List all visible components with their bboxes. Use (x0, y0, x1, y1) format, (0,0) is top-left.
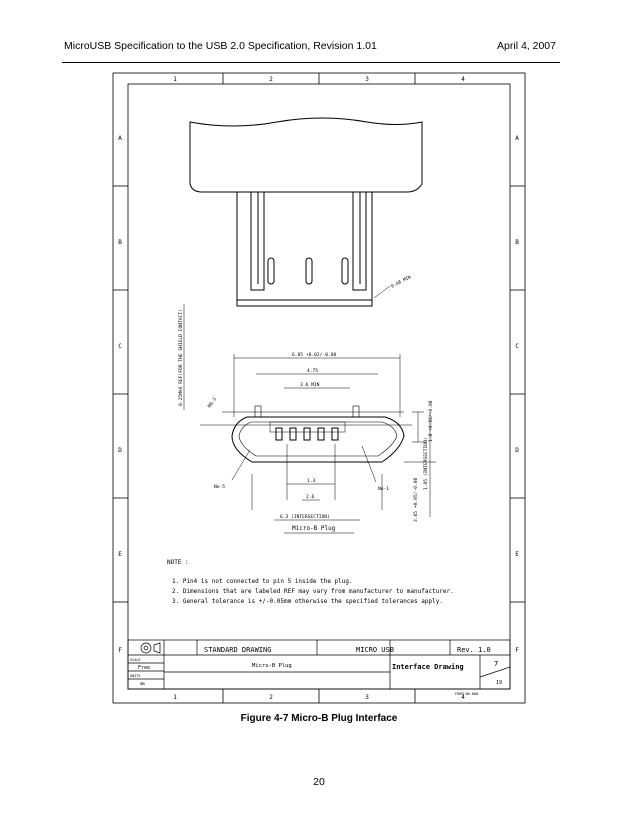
note-1: 1. Pin4 is not connected to pin 5 inside the plug. (172, 578, 353, 585)
dim-right1: 1.8 +0.02/-0.08 (429, 400, 434, 442)
dim-475: 4.75 (307, 369, 319, 374)
tb-sheet-num: 7 (494, 660, 499, 668)
dim-bottom: 6.3 (INTERSECTION) (280, 515, 330, 520)
grid-row-c: C (118, 343, 122, 350)
label-no5: No-5 (214, 485, 226, 490)
grid-col-1: 1 (173, 76, 177, 83)
header-date: April 4, 2007 (497, 40, 556, 52)
grid-row-d-right: D (515, 447, 519, 454)
grid-col-1-bottom: 1 (173, 694, 177, 701)
plug-side-view (190, 118, 422, 306)
tb-sheet-total: 19 (496, 680, 503, 686)
grid-row-d: D (118, 447, 122, 454)
notes (167, 559, 454, 605)
grid-row-c-right: C (515, 343, 519, 350)
tb-scale-value: Free (138, 665, 151, 671)
dim-r: R0.3 (207, 397, 218, 410)
dim-top: 6.85 +0.02/-0.08 (292, 353, 337, 358)
grid-row-a-right: A (515, 135, 519, 142)
grid-row-b: B (118, 239, 122, 246)
tb-standard: STANDARD DRAWING (204, 646, 272, 654)
tb-units-label: UNITS (130, 674, 141, 678)
header-rule (62, 62, 560, 63)
grid-row-b-right: B (515, 239, 519, 246)
grid-col-4: 4 (461, 76, 465, 83)
header-title: MicroUSB Specification to the USB 2.0 Specification, Revision 1.01 (64, 40, 377, 52)
grid-row-f-right: F (515, 647, 519, 654)
notes-title: NOTE : (167, 559, 189, 566)
grid-col-4-bottom: 4 (461, 694, 465, 701)
tb-scale-label: SCALE (130, 658, 141, 662)
dim-pin: 0.48 MIN (390, 275, 413, 290)
grid-row-e-right: E (515, 551, 519, 558)
grid-col-2-bottom: 2 (269, 694, 273, 701)
dim-26: 2.6 (306, 495, 315, 500)
grid-col-3: 3 (365, 76, 369, 83)
grid-row-a: A (118, 135, 122, 142)
page-number: 20 (313, 776, 325, 788)
tb-form: FORM NO.000 (455, 692, 479, 696)
grid-col-3-bottom: 3 (365, 694, 369, 701)
tb-units-value: mm (140, 681, 145, 686)
dim-13: 1.3 (307, 479, 316, 484)
figure-caption: Figure 4-7 Micro-B Plug Interface (240, 713, 398, 724)
dim-right3: 3.65 +0.05/-0.08 (414, 477, 419, 522)
dim-left: 0.25MAX REF(FOR THE SHIELD CONTACT) (179, 309, 184, 406)
technical-drawing (112, 72, 526, 704)
tb-type: Interface Drawing (392, 663, 464, 671)
part-label: Micro-B Plug (292, 525, 336, 532)
dim-right2: 1.05 (INTERSECTION) (424, 437, 429, 490)
dim-36: 3.6 MIN (300, 383, 320, 388)
grid-row-f: F (118, 647, 122, 654)
label-no1: No-1 (378, 487, 390, 492)
tb-name: Micro-B Plug (252, 663, 292, 669)
note-2: 2. Dimensions that are labeled REF may vary from manufacturer to manufacturer. (172, 588, 454, 595)
tb-product: MICRO USB (356, 646, 394, 654)
plug-front-view (232, 406, 404, 462)
note-3: 3. General tolerance is +/-0.05mm otherwise the specified tolerances apply. (172, 598, 443, 605)
tb-rev: Rev. 1.0 (457, 646, 491, 654)
grid-col-2: 2 (269, 76, 273, 83)
grid-row-e: E (118, 551, 122, 558)
